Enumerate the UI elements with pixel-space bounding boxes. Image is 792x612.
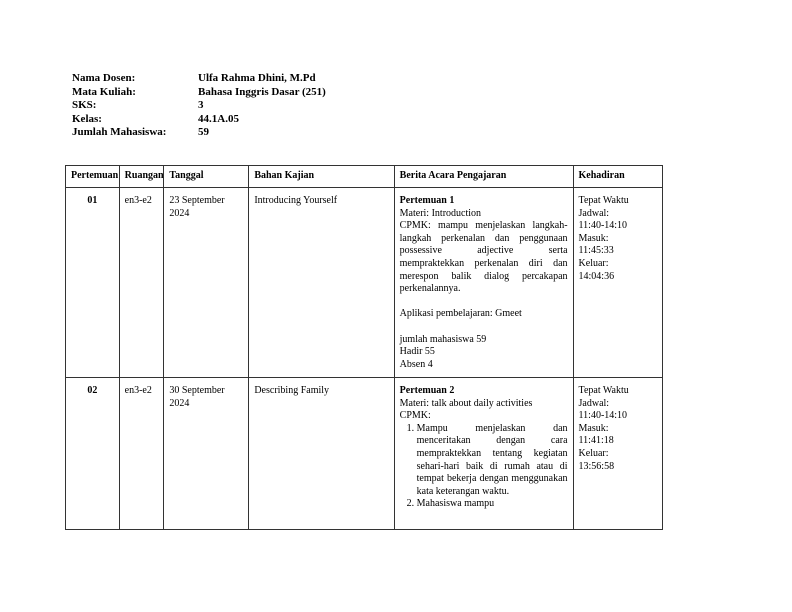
info-row-sks — [72, 99, 326, 113]
info-row-matkul — [72, 86, 326, 100]
masuk-value: 11:45:33 — [578, 245, 614, 257]
sks-label: SKS: — [72, 99, 97, 112]
bap-cpmk: CPMK: mampu menjelaskan langkah-langkah perkenalan dan penggunaan possessive adjective serta mempraktekkan perkenalan diri dan merespon balik dialog percakapan perkenalannya. — [399, 220, 568, 295]
info-row-dosen — [72, 72, 326, 86]
keluar-value: 14:04:36 — [578, 270, 615, 282]
table-header-row — [66, 166, 663, 188]
spacer — [400, 321, 568, 334]
jadwal-value: 11:40-14:10 — [578, 410, 628, 422]
berita-acara-cell — [394, 188, 573, 378]
pertemuan-cell: 01 — [66, 188, 120, 378]
bap-title: Pertemuan 2 — [399, 385, 455, 396]
header-bahan-kajian: Bahan Kajian — [249, 166, 394, 188]
bap-cpmk-label: CPMK: — [399, 410, 431, 422]
kehadiran-cell — [573, 188, 662, 378]
info-row-jumlah — [72, 126, 326, 140]
berita-acara-cell — [394, 378, 573, 530]
tanggal-cell: 23 September 2024 — [164, 188, 249, 378]
bap-title: Pertemuan 1 — [399, 195, 455, 206]
bap-materi: Materi: talk about daily activities — [399, 397, 533, 409]
tanggal-cell: 30 September 2024 — [164, 378, 249, 530]
kelas-value: 44.1A.05 — [198, 112, 239, 125]
keluar-label: Keluar: — [578, 257, 609, 269]
info-row-kelas — [72, 113, 326, 127]
header-pertemuan: Pertemuan — [66, 166, 120, 188]
course-info — [72, 72, 326, 140]
header-ruangan: Ruangan — [119, 166, 164, 188]
jadwal-label: Jadwal: — [578, 397, 610, 409]
header-berita-acara: Berita Acara Pengajaran — [394, 166, 573, 188]
attendance-status: Tepat Waktu — [578, 195, 629, 206]
pertemuan-cell: 02 — [66, 378, 120, 530]
cpmk-list — [400, 423, 568, 511]
attendance-status: Tepat Waktu — [578, 385, 629, 396]
matkul-value: Bahasa Inggris Dasar (251) — [198, 85, 326, 98]
kelas-label: Kelas: — [72, 112, 102, 125]
ruangan-cell: en3-e2 — [119, 188, 164, 378]
kehadiran-cell — [573, 378, 662, 530]
masuk-value: 11:41:18 — [578, 435, 614, 447]
masuk-label: Masuk: — [578, 232, 609, 244]
list-item: 2. Mahasiswa mampu — [417, 498, 568, 511]
bap-materi: Materi: Introduction — [399, 207, 482, 219]
sks-value: 3 — [198, 99, 204, 112]
keluar-label: Keluar: — [578, 447, 609, 459]
bap-absen: Absen 4 — [399, 358, 433, 370]
list-item: 1. Mampu menjelaskan dan menceritakan dengan cara mempraktekkan tentang kegiatan sehari-hari baik di rumah atau di tempat bekerja dengan menggunakan kata keterangan waktu. — [417, 423, 568, 499]
jumlah-value: 59 — [198, 126, 209, 139]
dosen-value: Ulfa Rahma Dhini, M.Pd — [198, 72, 316, 84]
bahan-kajian-cell: Introducing Yourself — [249, 188, 394, 378]
header-tanggal: Tanggal — [164, 166, 249, 188]
jadwal-value: 11:40-14:10 — [578, 220, 628, 232]
bap-hadir: Hadir 55 — [399, 346, 435, 358]
dosen-label: Nama Dosen: — [72, 72, 136, 84]
header-kehadiran: Kehadiran — [573, 166, 662, 188]
matkul-label: Mata Kuliah: — [72, 85, 136, 98]
spacer — [400, 296, 568, 309]
table-row — [66, 188, 663, 378]
bahan-kajian-cell: Describing Family — [249, 378, 394, 530]
bap-jumlah: jumlah mahasiswa 59 — [399, 333, 487, 345]
keluar-value: 13:56:58 — [578, 460, 615, 472]
jadwal-label: Jadwal: — [578, 207, 610, 219]
table-row — [66, 378, 663, 530]
ruangan-cell: en3-e2 — [119, 378, 164, 530]
bap-aplikasi: Aplikasi pembelajaran: Gmeet — [399, 308, 522, 320]
teaching-log-table — [65, 165, 663, 530]
jumlah-label: Jumlah Mahasiswa: — [72, 126, 167, 139]
masuk-label: Masuk: — [578, 422, 609, 434]
